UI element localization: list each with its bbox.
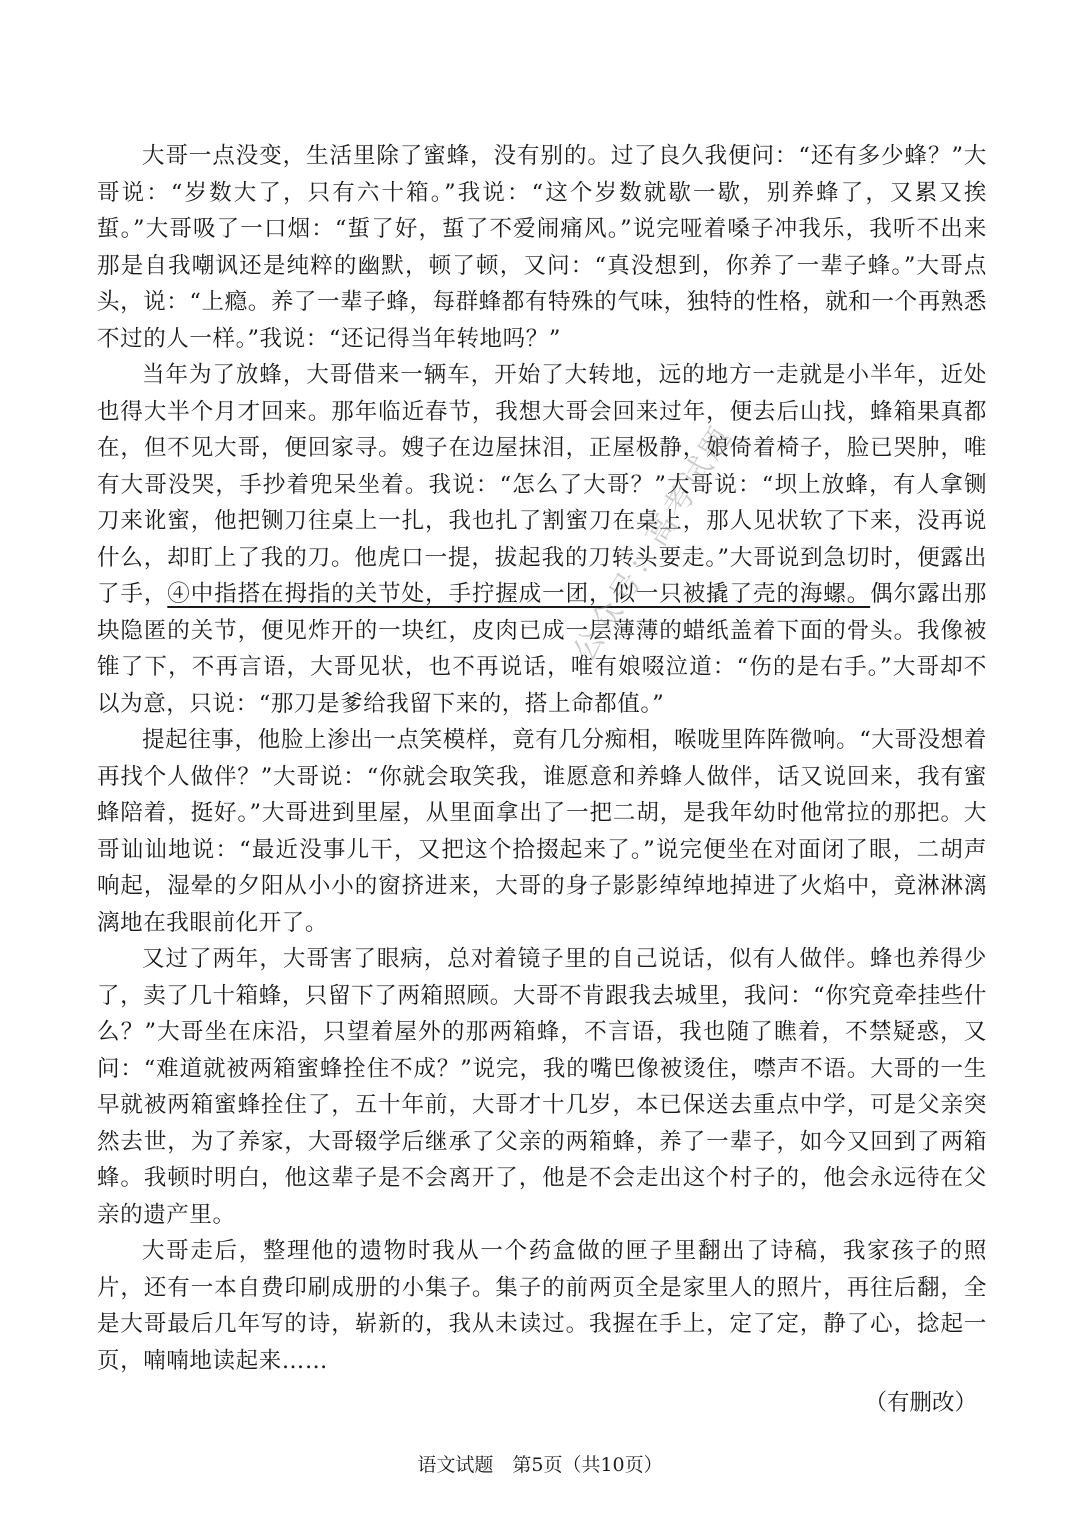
paragraph-1: 大哥一点没变，生活里除了蜜蜂，没有别的。过了良久我便问：“还有多少蜂？”大哥说：“岁数大了，只有六十箱。”我说：“这个岁数就歇一歇，别养蜂了，又累又挨蜇。”大哥吸了一口烟：“蜇了好，蜇了不爱闹痛风。”说完哑着嗓子冲我乐，我听不出来那是自我嘲讽还是纯粹的幽默，顿了顿，又问：“真没想到，你养了一辈子蜂。”大哥点头，说：“上瘾。养了一辈子蜂，每群蜂都有特殊的气味，独特的性格，就和一个再熟悉不过的人一样。”我说：“还记得当年转地吗？” <box>97 143 987 352</box>
paragraph-2 <box>97 357 987 722</box>
paragraph-4: 又过了两年，大哥害了眼病，总对着镜子里的自己说话，似有人做伴。蜂也养得少了，卖了几十箱蜂，只留下了两箱照顾。大哥不肯跟我去城里，我问：“你究竟牵挂些什么？”大哥坐在床沿，只望着屋外的那两箱蜂，不言语，我也随了瞧着，不禁疑惑，又问：“难道就被两箱蜜蜂拴住不成？”说完，我的嘴巴像被烫住，噤声不语。大哥的一生早就被两箱蜜蜂拴住了，五十年前，大哥才十几岁，本已保送去重点中学，可是父亲突然去世，为了养家，大哥辍学后继承了父亲的两箱蜂，养了一辈子，如今又回到了两箱蜂。我顿时明白，他这辈子是不会离开了，他是不会走出这个村子的，他会永远待在父亲的遗产里。 <box>97 946 987 1228</box>
source-note: （有删改） <box>864 1390 977 1416</box>
paragraph-2-before: 当年为了放蜂，大哥借来一辆车，开始了大转地，远的地方一走就是小半年，近处也得大半个月才回来。那年临近春节，我想大哥会回来过年，便去后山找，蜂箱果真都在，但不见大哥，便回家寻。嫂子在边屋抹泪，正屋极静，娘倚着椅子，脸已哭肿，唯有大哥没哭，手抄着兜呆坐着。我说：“怎么了大哥？”大哥说：“坝上放蜂，有人拿铡刀来讹蜜，他把铡刀往桌上一扎，我也扎了割蜜刀在桌上，那人见状软了下来，没再说什么，却盯上了我的刀。他虎口一提，拔起我的刀转头要走。”大哥说到急切时，便露出了手， <box>97 362 987 607</box>
paragraph-3: 提起往事，他脸上渗出一点笑模样，竟有几分痴相，喉咙里阵阵微响。“大哥没想着再找个人做伴？”大哥说：“你就会取笑我，谁愿意和养蜂人做伴，话又说回来，我有蜜蜂陪着，挺好。”大哥进到里屋，从里面拿出了一把二胡，是我年幼时他常拉的那把。大哥讪讪地说：“最近没事儿干，又把这个拾掇起来了。”说完便坐在对面闭了眼，二胡声响起，湿晕的夕阳从小小的窗挤进来，大哥的身子影影绰绰地掉进了火焰中，竟淋淋漓漓地在我眼前化开了。 <box>97 727 987 936</box>
paragraph-5: 大哥走后，整理他的遗物时我从一个药盒做的匣子里翻出了诗稿，我家孩子的照片，还有一本自费印刷成册的小集子。集子的前两页全是家里人的照片，再往后翻，全是大哥最后几年写的诗，崭新的，我从未读过。我握在手上，定了定，静了心，捻起一页，喃喃地读起来…… <box>97 1238 987 1374</box>
page-footer: 语文试题 第5页（共10页） <box>417 1454 663 1476</box>
watermark: 公众号：高考试题 <box>566 418 741 668</box>
paragraph-2-after: 偶尔露出那块隐匿的关节，便见炸开的一块红，皮肉已成一层薄薄的蜡纸盖着下面的骨头。我像被锥了下，不再言语，大哥见状，也不再说话，唯有娘啜泣道：“伤的是右手。”大哥却不以为意，只说：“那刀是爹给我留下来的，搭上命都值。” <box>97 581 987 717</box>
underlined-sentence-4: ④中指搭在拇指的关节处，手拧握成一团，似一只被撬了壳的海螺。 <box>167 581 871 607</box>
document-body <box>97 138 987 1422</box>
